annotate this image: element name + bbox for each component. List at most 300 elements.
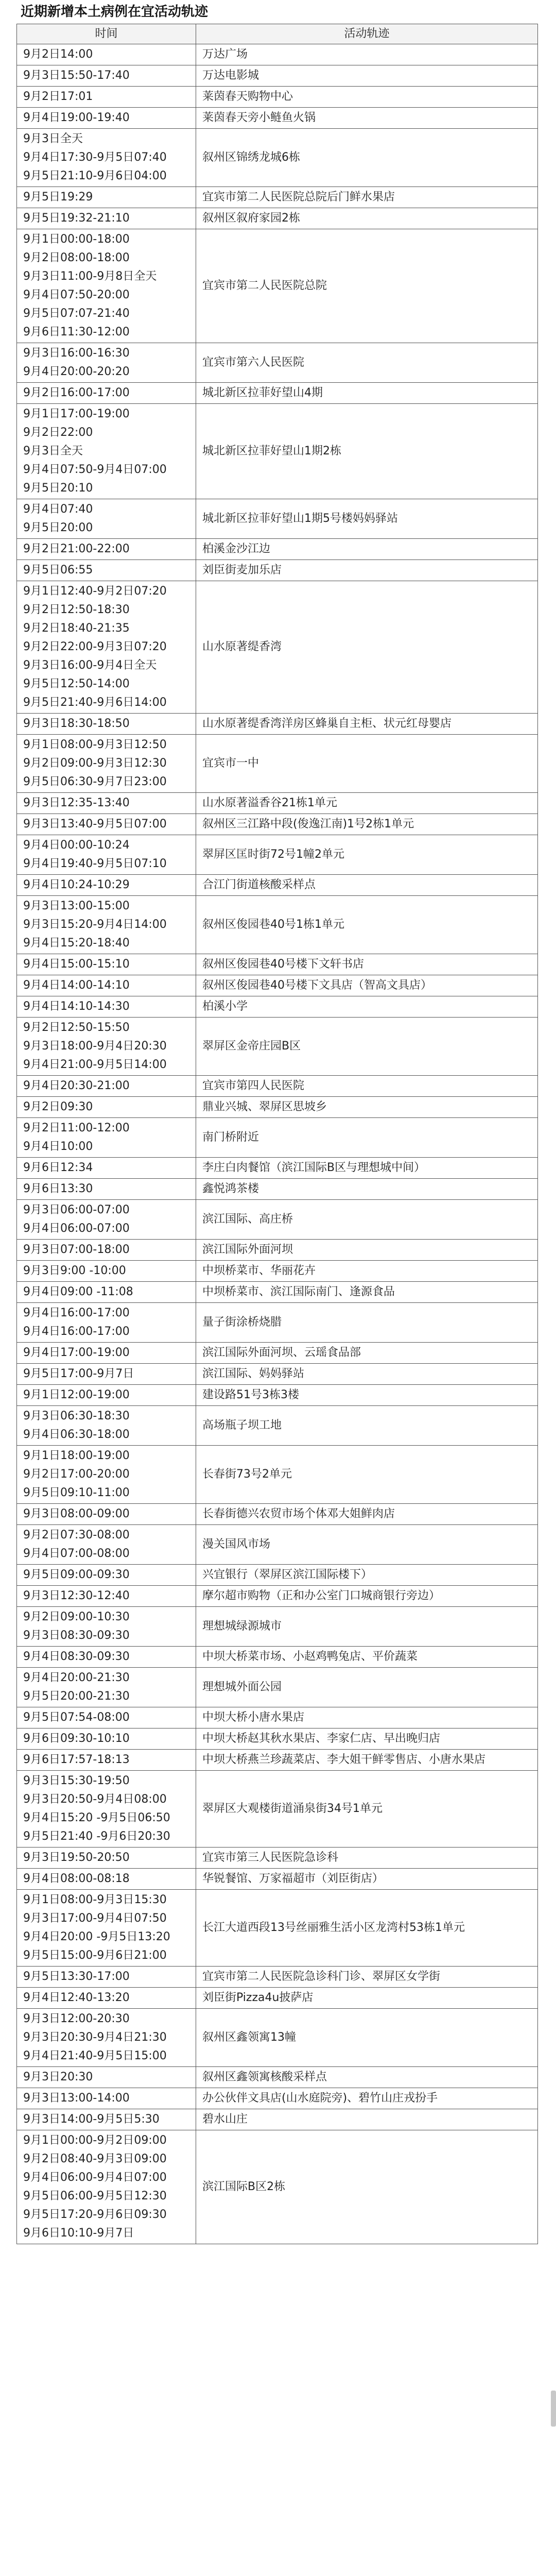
- table-row: [17, 1707, 538, 1728]
- time-entry: 9月3日15:30-19:50: [23, 1774, 130, 1787]
- place-cell: 摩尔超市购物（正和办公室门口城商银行旁边）: [196, 1586, 538, 1607]
- table-row: [17, 1988, 538, 2009]
- time-entry: 9月4日15:20-18:40: [23, 937, 130, 950]
- place-cell: 宜宾市第二人民医院急诊科门诊、翠屏区女学街: [196, 1967, 538, 1988]
- table-row: [17, 343, 538, 383]
- time-entry: 9月3日14:00-9月5日5:30: [23, 2113, 160, 2126]
- place-cell: 翠屏区大观楼街道涌泉街34号1单元: [196, 1771, 538, 1848]
- place-cell: 叙州区三江路中段(俊逸江南)1号2栋1单元: [196, 814, 538, 835]
- time-entry: 9月3日08:00-09:00: [23, 1507, 130, 1520]
- place-cell: 中坝桥菜市、华丽花卉: [196, 1261, 538, 1282]
- time-entry: 9月4日00:00-10:24: [23, 839, 130, 852]
- activity-table: [16, 24, 538, 2244]
- time-cell: [17, 383, 196, 404]
- table-row: [17, 1647, 538, 1668]
- place-cell: 理想城绿源城市: [196, 1607, 538, 1647]
- time-cell: [17, 896, 196, 954]
- table-row: [17, 2109, 538, 2130]
- time-entry: 9月4日17:30-9月5日07:40: [23, 151, 167, 164]
- time-cell: [17, 1076, 196, 1097]
- place-cell: 万达广场: [196, 44, 538, 65]
- time-entry: 9月1日08:00-9月3日12:50: [23, 738, 167, 751]
- time-cell: [17, 1118, 196, 1158]
- time-entry: 9月1日12:40-9月2日07:20: [23, 585, 167, 598]
- time-entry: 9月2日22:00-9月3日07:20: [23, 640, 167, 653]
- time-entry: 9月2日21:00-22:00: [23, 543, 130, 555]
- place-cell: 合江门街道核酸采样点: [196, 875, 538, 896]
- time-cell: [17, 814, 196, 835]
- time-entry: 9月4日14:00-14:10: [23, 979, 130, 992]
- time-cell: [17, 1364, 196, 1385]
- time-cell: [17, 129, 196, 187]
- place-cell: 南门桥附近: [196, 1118, 538, 1158]
- place-cell: 叙州区鑫领寓核酸采样点: [196, 2067, 538, 2088]
- time-entry: 9月3日17:00-9月4日07:50: [23, 1912, 167, 1925]
- time-cell: [17, 1504, 196, 1525]
- time-cell: [17, 1848, 196, 1869]
- time-cell: [17, 1647, 196, 1668]
- time-entry: 9月3日08:30-09:30: [23, 1629, 130, 1642]
- place-cell: 兴宜银行（翠屏区滨江国际楼下）: [196, 1565, 538, 1586]
- time-entry: 9月4日08:00-08:18: [23, 1872, 130, 1885]
- place-cell: 量子街涂桥烧腊: [196, 1303, 538, 1343]
- place-cell: 李庄白肉餐馆（滨江国际B区与理想城中间）: [196, 1158, 538, 1179]
- place-cell: 宜宾市第三人民医院急诊科: [196, 1848, 538, 1869]
- time-entry: 9月2日09:00-10:30: [23, 1611, 130, 1623]
- time-cell: [17, 1988, 196, 2009]
- time-entry: 9月4日06:00-9月4日07:00: [23, 2171, 167, 2184]
- time-cell: [17, 1446, 196, 1504]
- time-entry: 9月2日08:40-9月3日09:00: [23, 2153, 167, 2165]
- time-entry: 9月2日17:00-20:00: [23, 1468, 130, 1481]
- time-entry: 9月2日07:30-08:00: [23, 1529, 130, 1541]
- time-cell: [17, 1890, 196, 1967]
- place-cell: 理想城外面公园: [196, 1668, 538, 1707]
- place-cell: 鼎业兴城、翠屏区思坡乡: [196, 1097, 538, 1118]
- table-row: [17, 1728, 538, 1750]
- time-cell: [17, 581, 196, 714]
- time-cell: [17, 1282, 196, 1303]
- time-entry: 9月4日14:10-14:30: [23, 1000, 130, 1013]
- time-entry: 9月3日12:30-12:40: [23, 1589, 130, 1602]
- table-row: [17, 2088, 538, 2109]
- place-cell: 叙州区俊园巷40号楼下文具店（智高文具店）: [196, 975, 538, 996]
- time-cell: [17, 2009, 196, 2067]
- place-cell: 滨江国际、高庄桥: [196, 1200, 538, 1240]
- time-entry: 9月5日06:30-9月7日23:00: [23, 775, 167, 788]
- time-entry: 9月1日00:00-18:00: [23, 233, 130, 246]
- place-cell: 叙州区俊园巷40号楼下文轩书店: [196, 954, 538, 975]
- time-entry: 9月2日09:30: [23, 1100, 93, 1113]
- table-row: [17, 2130, 538, 2244]
- table-row: [17, 1261, 538, 1282]
- time-entry: 9月5日15:00-9月6日21:00: [23, 1949, 167, 1962]
- table-row: [17, 1406, 538, 1446]
- time-entry: 9月3日12:00-20:30: [23, 2012, 130, 2025]
- place-cell: 山水原著缇香湾: [196, 581, 538, 714]
- table-row: [17, 560, 538, 581]
- time-entry: 9月5日21:40-9月6日14:00: [23, 696, 167, 709]
- time-entry: 9月4日20:00-20:20: [23, 365, 130, 378]
- place-cell: 翠屏区匡时街72号1幢2单元: [196, 835, 538, 875]
- time-entry: 9月4日09:00 -11:08: [23, 1285, 133, 1298]
- time-entry: 9月5日07:07-21:40: [23, 307, 130, 320]
- time-cell: [17, 875, 196, 896]
- time-entry: 9月3日15:50-17:40: [23, 69, 130, 82]
- time-cell: [17, 714, 196, 735]
- time-cell: [17, 1179, 196, 1200]
- time-entry: 9月4日20:00-21:30: [23, 1671, 130, 1684]
- place-cell: 叙州区锦绣龙城6栋: [196, 129, 538, 187]
- table-row: [17, 1303, 538, 1343]
- time-cell: [17, 2067, 196, 2088]
- time-entry: 9月6日11:30-12:00: [23, 326, 130, 338]
- time-entry: 9月3日11:00-9月8日全天: [23, 270, 157, 283]
- time-cell: [17, 735, 196, 793]
- place-cell: 刘臣街麦加乐店: [196, 560, 538, 581]
- time-cell: [17, 835, 196, 875]
- table-row: [17, 1364, 538, 1385]
- time-cell: [17, 1261, 196, 1282]
- table-row: [17, 581, 538, 714]
- table-row: [17, 1525, 538, 1565]
- time-cell: [17, 793, 196, 814]
- table-row: [17, 208, 538, 229]
- place-cell: 叙州区鑫领寓13幢: [196, 2009, 538, 2067]
- place-cell: 滨江国际、妈妈驿站: [196, 1364, 538, 1385]
- time-entry: 9月1日08:00-9月3日15:30: [23, 1893, 167, 1906]
- time-entry: 9月4日16:00-17:00: [23, 1307, 130, 1319]
- place-cell: 翠屏区金帝庄园B区: [196, 1018, 538, 1076]
- time-cell: [17, 2130, 196, 2244]
- place-cell: 叙州区叙府家园2栋: [196, 208, 538, 229]
- time-entry: 9月2日17:01: [23, 90, 93, 103]
- time-entry: 9月5日09:10-11:00: [23, 1486, 130, 1499]
- time-entry: 9月3日16:00-9月4日全天: [23, 659, 157, 672]
- place-cell: 叙州区俊园巷40号1栋1单元: [196, 896, 538, 954]
- table-row: [17, 1343, 538, 1364]
- time-entry: 9月1日12:00-19:00: [23, 1388, 130, 1401]
- time-entry: 9月4日06:30-18:00: [23, 1428, 130, 1441]
- time-entry: 9月1日00:00-9月2日09:00: [23, 2134, 167, 2147]
- place-cell: 山水原著溢香谷21栋1单元: [196, 793, 538, 814]
- table-row: [17, 1385, 538, 1406]
- time-entry: 9月3日19:50-20:50: [23, 1851, 130, 1864]
- table-row: [17, 1097, 538, 1118]
- time-cell: [17, 996, 196, 1018]
- time-entry: 9月3日18:30-18:50: [23, 717, 130, 730]
- place-cell: 城北新区拉菲好望山1期2栋: [196, 404, 538, 499]
- time-cell: [17, 1200, 196, 1240]
- place-cell: 山水原著缇香湾洋房区蜂巢自主柜、状元红母婴店: [196, 714, 538, 735]
- time-cell: [17, 1406, 196, 1446]
- time-entry: 9月3日07:00-18:00: [23, 1243, 130, 1256]
- time-cell: [17, 1303, 196, 1343]
- table-row: [17, 714, 538, 735]
- time-entry: 9月4日07:40: [23, 503, 93, 516]
- table-row: [17, 1076, 538, 1097]
- time-entry: 9月2日09:00-9月3日12:30: [23, 757, 167, 770]
- time-entry: 9月6日10:10-9月7日: [23, 2227, 134, 2240]
- time-cell: [17, 1750, 196, 1771]
- place-cell: 城北新区拉菲好望山1期5号楼妈妈驿站: [196, 499, 538, 539]
- table-row: [17, 793, 538, 814]
- table-row: [17, 1771, 538, 1848]
- place-cell: 办公伙伴文具店(山水庭院旁)、碧竹山庄戎扮手: [196, 2088, 538, 2109]
- time-cell: [17, 1240, 196, 1261]
- header-time: 时间: [17, 24, 196, 44]
- time-cell: [17, 1097, 196, 1118]
- time-entry: 9月3日12:35-13:40: [23, 796, 130, 809]
- time-cell: [17, 1607, 196, 1647]
- time-entry: 9月3日20:30-9月4日21:30: [23, 2031, 167, 2044]
- time-entry: 9月3日9:00 -10:00: [23, 1264, 126, 1277]
- time-entry: 9月3日13:00-14:00: [23, 2092, 130, 2105]
- time-entry: 9月1日17:00-19:00: [23, 408, 130, 420]
- table-row: [17, 2009, 538, 2067]
- time-entry: 9月5日20:00: [23, 521, 93, 534]
- time-cell: [17, 229, 196, 343]
- place-cell: 宜宾市第二人民医院总院: [196, 229, 538, 343]
- table-row: [17, 1158, 538, 1179]
- time-entry: 9月3日15:20-9月4日14:00: [23, 918, 167, 931]
- time-entry: 9月5日07:54-08:00: [23, 1711, 130, 1724]
- place-cell: 滨江国际外面河坝、云瑶食品部: [196, 1343, 538, 1364]
- table-row: [17, 1565, 538, 1586]
- table-row: [17, 1890, 538, 1967]
- time-cell: [17, 1771, 196, 1848]
- place-cell: 中坝大桥小唐水果店: [196, 1707, 538, 1728]
- table-row: [17, 1586, 538, 1607]
- place-cell: 滨江国际B区2栋: [196, 2130, 538, 2244]
- time-entry: 9月4日20:30-21:00: [23, 1079, 130, 1092]
- time-entry: 9月4日10:00: [23, 1140, 93, 1153]
- table-row: [17, 1504, 538, 1525]
- time-cell: [17, 1158, 196, 1179]
- time-cell: [17, 65, 196, 87]
- table-row: [17, 1869, 538, 1890]
- time-entry: 9月4日16:00-17:00: [23, 1325, 130, 1338]
- time-entry: 9月4日15:00-15:10: [23, 958, 130, 971]
- table-row: [17, 539, 538, 560]
- time-cell: [17, 87, 196, 108]
- place-cell: 柏溪金沙江边: [196, 539, 538, 560]
- place-cell: 莱茵春天购物中心: [196, 87, 538, 108]
- time-entry: 9月4日15:20 -9月5日06:50: [23, 1811, 170, 1824]
- place-cell: 华锐餐馆、万家福超市（刘臣街店）: [196, 1869, 538, 1890]
- place-cell: 中坝大桥燕兰珍蔬菜店、李大姐干鲜零售店、小唐水果店: [196, 1750, 538, 1771]
- time-entry: 9月6日12:34: [23, 1161, 93, 1174]
- table-row: [17, 108, 538, 129]
- time-entry: 9月5日13:30-17:00: [23, 1970, 130, 1983]
- place-cell: 高场瓶子坝工地: [196, 1406, 538, 1446]
- time-entry: 9月2日16:00-17:00: [23, 386, 130, 399]
- time-cell: [17, 1707, 196, 1728]
- table-row: [17, 1607, 538, 1647]
- table-row: [17, 1750, 538, 1771]
- table-row: [17, 1668, 538, 1707]
- time-cell: [17, 343, 196, 383]
- time-entry: 9月3日18:00-9月4日20:30: [23, 1040, 167, 1053]
- table-row: [17, 996, 538, 1018]
- table-row: [17, 1240, 538, 1261]
- table-row: [17, 1282, 538, 1303]
- place-cell: 长春街德兴农贸市场个体邓大姐鲜肉店: [196, 1504, 538, 1525]
- table-row: [17, 875, 538, 896]
- time-cell: [17, 1343, 196, 1364]
- time-entry: 9月1日18:00-19:00: [23, 1449, 130, 1462]
- time-entry: 9月6日09:30-10:10: [23, 1732, 130, 1745]
- time-cell: [17, 539, 196, 560]
- time-entry: 9月5日20:10: [23, 482, 93, 495]
- table-row: [17, 404, 538, 499]
- table-row: [17, 499, 538, 539]
- page-title: 近期新增本土病例在宜活动轨迹: [21, 4, 208, 20]
- time-entry: 9月3日13:40-9月5日07:00: [23, 818, 167, 831]
- time-entry: 9月5日21:40 -9月6日20:30: [23, 1830, 170, 1843]
- table-row: [17, 1179, 538, 1200]
- time-entry: 9月4日08:30-09:30: [23, 1650, 130, 1663]
- table-body: [17, 44, 538, 2244]
- time-entry: 9月4日19:00-19:40: [23, 111, 130, 124]
- time-entry: 9月3日20:30: [23, 2071, 93, 2083]
- table-row: [17, 1118, 538, 1158]
- table-row: [17, 383, 538, 404]
- place-cell: 中坝大桥赵其秋水果店、李家仁店、早出晚归店: [196, 1728, 538, 1750]
- place-cell: 万达电影城: [196, 65, 538, 87]
- time-cell: [17, 1668, 196, 1707]
- time-entry: 9月4日12:40-13:20: [23, 1991, 130, 2004]
- table-row: [17, 44, 538, 65]
- place-cell: 刘臣街Pizza4u披萨店: [196, 1988, 538, 2009]
- time-entry: 9月5日12:50-14:00: [23, 677, 130, 690]
- place-cell: 长春街73号2单元: [196, 1446, 538, 1504]
- table-header-row: [17, 24, 538, 44]
- table-row: [17, 65, 538, 87]
- time-cell: [17, 1565, 196, 1586]
- table-row: [17, 814, 538, 835]
- time-cell: [17, 2088, 196, 2109]
- place-cell: 宜宾市一中: [196, 735, 538, 793]
- time-cell: [17, 1728, 196, 1750]
- time-entry: 9月2日12:50-18:30: [23, 603, 130, 616]
- place-cell: 柏溪小学: [196, 996, 538, 1018]
- time-entry: 9月3日全天: [23, 445, 83, 457]
- time-cell: [17, 1018, 196, 1076]
- place-cell: 碧水山庄: [196, 2109, 538, 2130]
- place-cell: 宜宾市第二人民医院总院后门鲜水果店: [196, 187, 538, 208]
- table-row: [17, 2067, 538, 2088]
- table-wrapper: [0, 24, 556, 2244]
- time-cell: [17, 499, 196, 539]
- place-cell: 漫关国风市场: [196, 1525, 538, 1565]
- time-cell: [17, 1869, 196, 1890]
- time-entry: 9月2日11:00-12:00: [23, 1122, 130, 1134]
- table-row: [17, 187, 538, 208]
- time-entry: 9月5日17:20-9月6日09:30: [23, 2208, 167, 2221]
- table-row: [17, 1967, 538, 1988]
- table-row: [17, 835, 538, 875]
- place-cell: 长江大道西段13号丝丽雅生活小区龙湾村53栋1单元: [196, 1890, 538, 1967]
- scrollbar-thumb[interactable]: [551, 2391, 556, 2427]
- time-cell: [17, 108, 196, 129]
- time-entry: 9月3日16:00-16:30: [23, 347, 130, 360]
- place-cell: 滨江国际外面河坝: [196, 1240, 538, 1261]
- time-entry: 9月3日06:00-07:00: [23, 1204, 130, 1216]
- time-entry: 9月5日17:00-9月7日: [23, 1367, 134, 1380]
- place-cell: 中坝大桥菜市场、小赵鸡鸭兔店、平价蔬菜: [196, 1647, 538, 1668]
- time-entry: 9月3日06:30-18:30: [23, 1410, 130, 1422]
- place-cell: 宜宾市第六人民医院: [196, 343, 538, 383]
- time-entry: 9月6日17:57-18:13: [23, 1753, 130, 1766]
- time-cell: [17, 2109, 196, 2130]
- time-entry: 9月6日13:30: [23, 1182, 93, 1195]
- time-entry: 9月4日21:00-9月5日14:00: [23, 1058, 167, 1071]
- time-entry: 9月4日07:50-20:00: [23, 289, 130, 301]
- time-entry: 9月2日12:50-15:50: [23, 1021, 130, 1034]
- time-cell: [17, 560, 196, 581]
- time-entry: 9月4日17:00-19:00: [23, 1346, 130, 1359]
- time-entry: 9月2日18:40-21:35: [23, 622, 130, 635]
- time-entry: 9月2日08:00-18:00: [23, 251, 130, 264]
- time-entry: 9月3日13:00-15:00: [23, 900, 130, 912]
- table-row: [17, 229, 538, 343]
- time-cell: [17, 954, 196, 975]
- table-row: [17, 896, 538, 954]
- time-entry: 9月3日全天: [23, 132, 83, 145]
- table-row: [17, 975, 538, 996]
- place-cell: 宜宾市第四人民医院: [196, 1076, 538, 1097]
- place-cell: 建设路51号3栋3楼: [196, 1385, 538, 1406]
- table-row: [17, 1446, 538, 1504]
- time-entry: 9月5日21:10-9月6日04:00: [23, 170, 167, 182]
- time-entry: 9月5日09:00-09:30: [23, 1568, 130, 1581]
- time-entry: 9月4日10:24-10:29: [23, 878, 130, 891]
- table-row: [17, 1200, 538, 1240]
- place-cell: 鑫悦鸿茶楼: [196, 1179, 538, 1200]
- time-cell: [17, 1967, 196, 1988]
- time-entry: 9月2日14:00: [23, 48, 93, 61]
- table-row: [17, 1018, 538, 1076]
- time-entry: 9月4日06:00-07:00: [23, 1222, 130, 1235]
- time-entry: 9月5日19:32-21:10: [23, 212, 130, 225]
- time-cell: [17, 1385, 196, 1406]
- time-entry: 9月4日19:40-9月5日07:10: [23, 857, 167, 870]
- time-entry: 9月2日22:00: [23, 426, 93, 439]
- place-cell: 城北新区拉菲好望山4期: [196, 383, 538, 404]
- table-row: [17, 735, 538, 793]
- table-row: [17, 87, 538, 108]
- place-cell: 莱茵春天旁小鲢鱼火锅: [196, 108, 538, 129]
- time-cell: [17, 1525, 196, 1565]
- time-cell: [17, 187, 196, 208]
- time-entry: 9月5日06:55: [23, 564, 93, 577]
- header-place: 活动轨迹: [196, 24, 538, 44]
- time-entry: 9月3日20:50-9月4日08:00: [23, 1793, 167, 1806]
- time-entry: 9月5日20:00-21:30: [23, 1690, 130, 1703]
- table-row: [17, 954, 538, 975]
- time-entry: 9月4日07:50-9月4日07:00: [23, 463, 167, 476]
- time-cell: [17, 44, 196, 65]
- time-cell: [17, 975, 196, 996]
- place-cell: 中坝桥菜市、滨江国际南门、逢源食品: [196, 1282, 538, 1303]
- time-entry: 9月5日06:00-9月5日12:30: [23, 2190, 167, 2202]
- time-cell: [17, 1586, 196, 1607]
- time-cell: [17, 404, 196, 499]
- time-cell: [17, 208, 196, 229]
- table-row: [17, 1848, 538, 1869]
- table-row: [17, 129, 538, 187]
